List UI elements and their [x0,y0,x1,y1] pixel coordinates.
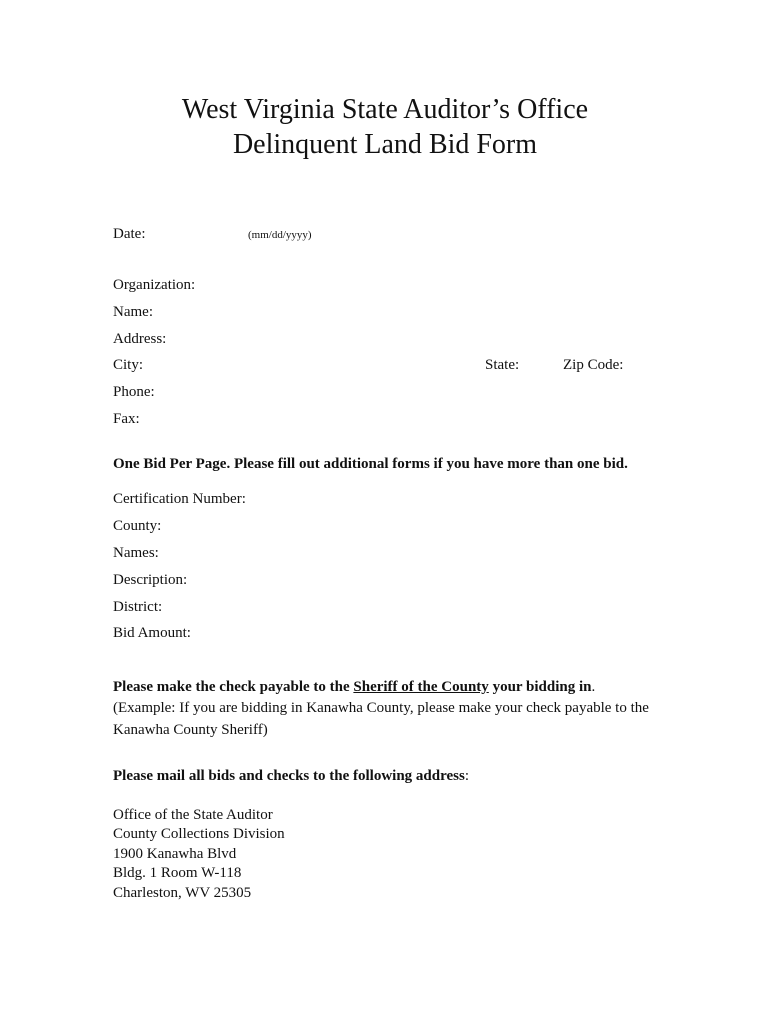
district-label: District: [113,599,163,615]
organization-label: Organization: [113,277,196,293]
check-payable-instruction [113,678,595,696]
fax-label: Fax: [113,411,140,427]
mailing-address-line: 1900 Kanawha Blvd [113,846,237,862]
phone-label: Phone: [113,384,155,400]
city-label: City: [113,357,144,373]
date-format-hint: (mm/dd/yyyy) [248,229,312,241]
name-label: Name: [113,304,153,320]
one-bid-notice: One Bid Per Page. Please fill out additional forms if you have more than one bid. [113,456,628,472]
mailing-address-line: County Collections Division [113,826,285,842]
state-label: State: [485,357,520,373]
mailing-address-line: Office of the State Auditor [113,807,273,823]
names-label: Names: [113,545,159,561]
county-label: County: [113,518,162,534]
mailing-address-line: Charleston, WV 25305 [113,885,252,901]
bid-amount-label: Bid Amount: [113,625,191,641]
description-label: Description: [113,572,188,588]
mailing-instruction [113,767,469,785]
date-label: Date: [113,226,146,242]
check-payee: Sheriff of the County [353,679,489,695]
check-example: (Example: If you are bidding in Kanawha County, please make your check payable to the Kanawha County Sheriff) [113,700,649,738]
check-payable-period: . [591,679,596,695]
mailing-address-line: Bldg. 1 Room W-118 [113,865,242,881]
check-payable-prefix: Please make the check payable to the [113,679,354,695]
mailing-instruction-colon: : [464,768,470,784]
zip-code-label: Zip Code: [563,357,624,373]
form-title-office: West Virginia State Auditor’s Office [181,94,589,125]
form-title-name: Delinquent Land Bid Form [232,129,538,160]
address-label: Address: [113,331,167,347]
check-payable-suffix: your bidding in [488,679,592,695]
mailing-instruction-text: Please mail all bids and checks to the following address [113,768,465,784]
certification-number-label: Certification Number: [113,491,246,507]
